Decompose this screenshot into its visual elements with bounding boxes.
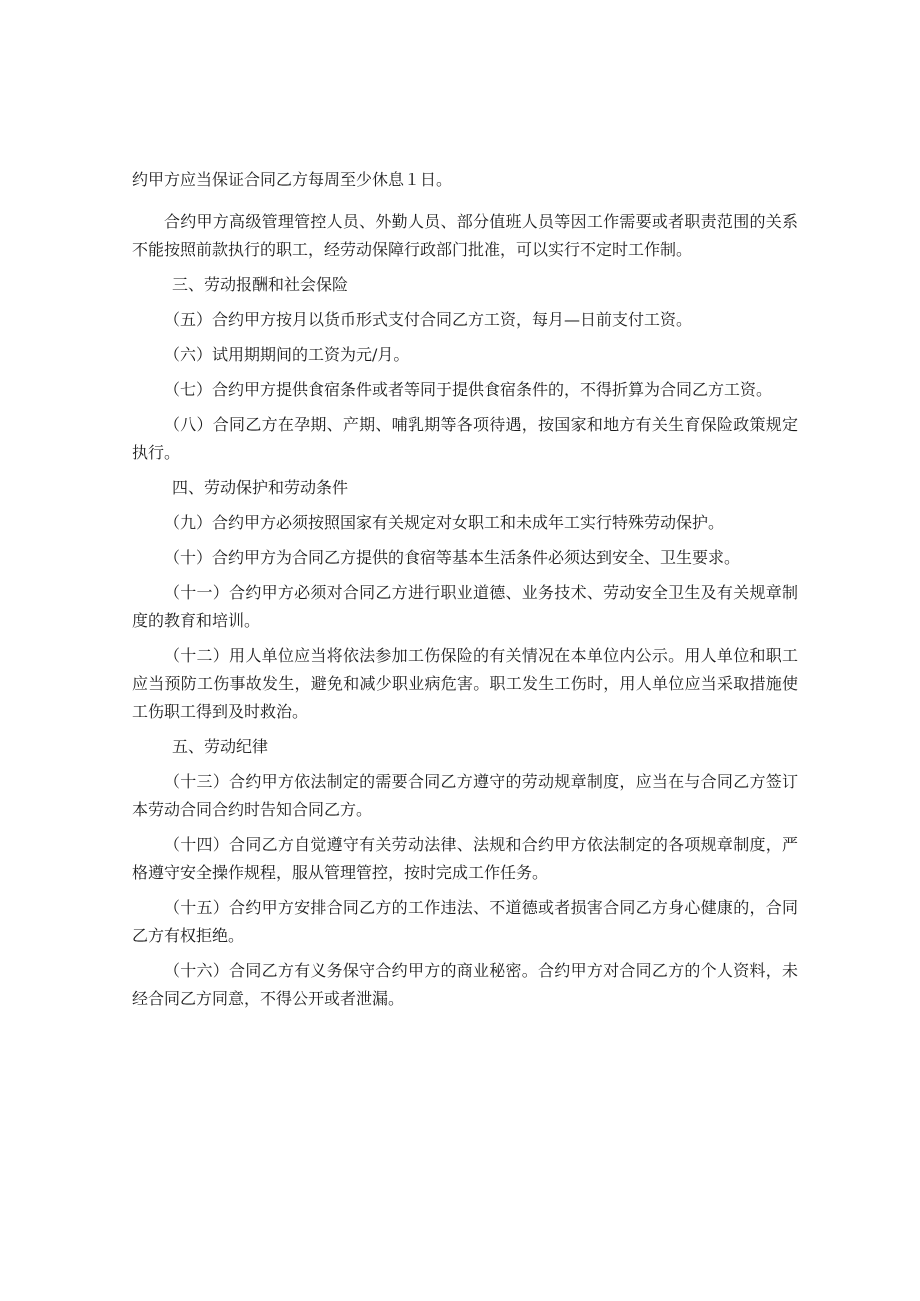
paragraph-flexible-hours: 合约甲方高级管理管控人员、外勤人员、部分值班人员等因工作需要或者职责范围的关系不能按照前款执行的职工，经劳动保障行政部门批准，可以实行不定时工作制。 bbox=[132, 212, 798, 259]
clause-11: （十一）合约甲方必须对合同乙方进行职业道德、业务技术、劳动安全卫生及有关规章制度的教育和培训。 bbox=[132, 583, 798, 630]
clause-7: （七）合约甲方提供食宿条件或者等同于提供食宿条件的，不得折算为合同乙方工资。 bbox=[164, 380, 773, 399]
document-body bbox=[132, 166, 798, 1013]
paragraph-continuation: 约甲方应当保证合同乙方每周至少休息１日。 bbox=[132, 170, 453, 189]
clause-13: （十三）合约甲方依法制定的需要合同乙方遵守的劳动规章制度，应当在与合同乙方签订本劳动合同合约时告知合同乙方。 bbox=[132, 772, 798, 819]
section-heading-discipline: 五、劳动纪律 bbox=[172, 737, 269, 756]
clause-12: （十二）用人单位应当将依法参加工伤保险的有关情况在本单位内公示。用人单位和职工应当预防工伤事故发生，避免和减少职业病危害。职工发生工伤时，用人单位应当采取措施使工伤职工得到及时救治。 bbox=[132, 646, 798, 721]
clause-5: （五）合约甲方按月以货币形式支付合同乙方工资，每月—日前支付工资。 bbox=[164, 310, 693, 329]
clause-8: （八）合同乙方在孕期、产期、哺乳期等各项待遇，按国家和地方有关生育保险政策规定执行。 bbox=[132, 415, 798, 462]
clause-6: （六）试用期期间的工资为元/月。 bbox=[164, 345, 410, 364]
clause-16: （十六）合同乙方有义务保守合约甲方的商业秘密。合约甲方对合同乙方的个人资料，未经合同乙方同意，不得公开或者泄漏。 bbox=[132, 961, 798, 1008]
clause-10: （十）合约甲方为合同乙方提供的食宿等基本生活条件必须达到安全、卫生要求。 bbox=[164, 548, 741, 567]
section-heading-remuneration: 三、劳动报酬和社会保险 bbox=[172, 275, 349, 294]
section-heading-protection: 四、劳动保护和劳动条件 bbox=[172, 478, 349, 497]
clause-9: （九）合约甲方必须按照国家有关规定对女职工和未成年工实行特殊劳动保护。 bbox=[164, 513, 725, 532]
clause-15: （十五）合约甲方安排合同乙方的工作违法、不道德或者损害合同乙方身心健康的，合同乙方有权拒绝。 bbox=[132, 898, 798, 945]
clause-14: （十四）合同乙方自觉遵守有关劳动法律、法规和合约甲方依法制定的各项规章制度，严格遵守安全操作规程，服从管理管控，按时完成工作任务。 bbox=[132, 835, 798, 882]
